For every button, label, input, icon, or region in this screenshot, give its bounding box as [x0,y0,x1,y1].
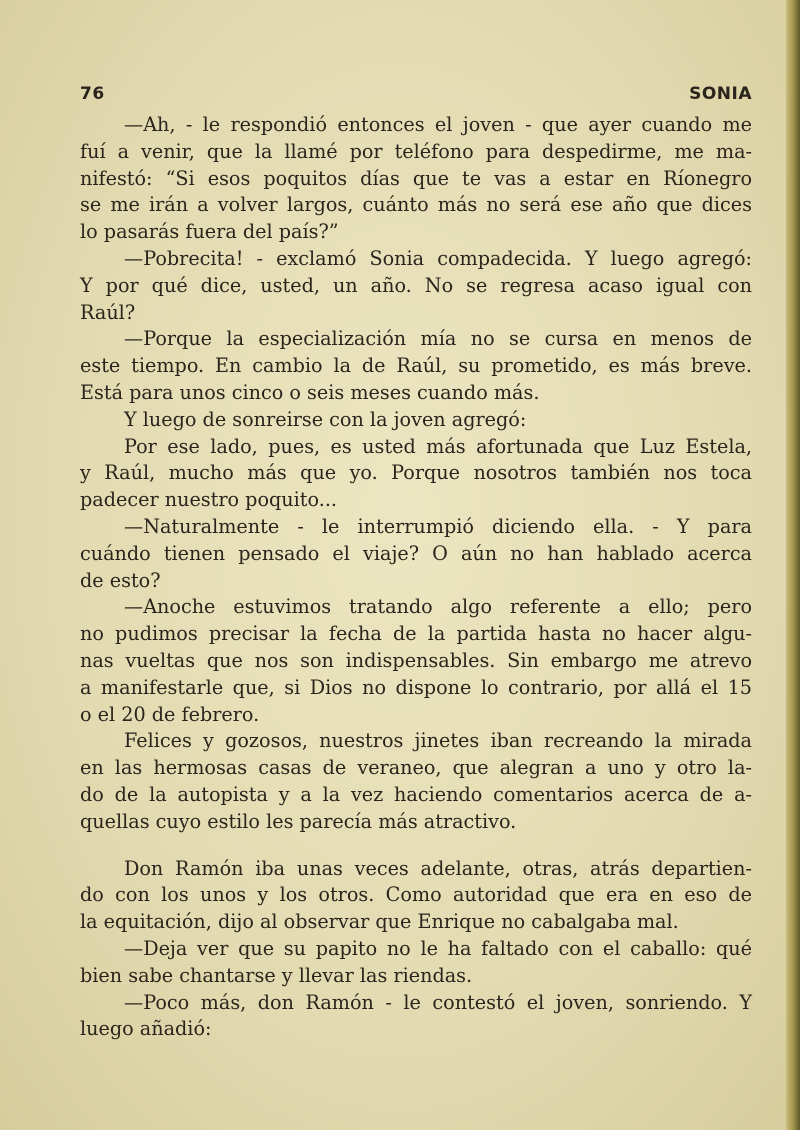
text-line: —Porque la especialización mía no se cursa en menos de [124,327,752,351]
paragraph [80,514,752,594]
paragraph [80,856,752,936]
text-line: —Pobrecita! - exclamó Sonia compadecida. Y luego agregó: [124,246,752,270]
paragraph [80,728,752,835]
text-line: do de la autopista y a la vez haciendo comentarios acerca de a- [80,782,752,806]
text-line: bien sabe chantarse y llevar las riendas. [80,963,473,987]
paragraph-gap [80,836,752,856]
text-line: cuándo tienen pensado el viaje? O aún no han hablado acerca [80,541,752,565]
text-line: nas vueltas que nos son indispensables. Sin embargo me atrevo [80,648,752,672]
text-line: padecer nuestro poquito... [80,488,338,512]
text-line: —Anoche estuvimos tratando algo referente a ello; pero [124,595,752,619]
text-line: fuí a venir, que la llamé por teléfono para despedirme, me ma- [80,139,752,163]
paragraph [80,246,752,326]
text-line: Don Ramón iba unas veces adelante, otras, atrás departien- [124,856,752,880]
text-line: en las hermosas casas de veraneo, que alegran a uno y otro la- [80,756,752,780]
body-text [80,112,752,1043]
text-line: no pudimos precisar la fecha de la partida hasta no hacer algu- [80,622,752,646]
paragraph [80,112,752,246]
paragraph [80,434,752,514]
text-line: —Ah, - le respondió entonces el joven - que ayer cuando me [124,113,752,136]
text-line: Felices y gozosos, nuestros jinetes iban recreando la mirada [124,729,752,753]
text-line: Y por qué dice, usted, un año. No se regresa acaso igual con [80,273,752,297]
text-line: o el 20 de febrero. [80,702,260,726]
running-title: SONIA [689,84,752,104]
text-line: —Poco más, don Ramón - le contestó el joven, sonriendo. Y [124,990,752,1014]
text-line: este tiempo. En cambio la de Raúl, su prometido, es más breve. [80,354,752,378]
text-line: de esto? [80,568,161,592]
text-line: y Raúl, mucho más que yo. Porque nosotros también nos toca [80,461,752,485]
page-header [80,84,752,110]
text-line: Raúl? [80,300,136,324]
text-line: Y luego de sonreirse con la joven agregó: [124,407,527,431]
text-line: Por ese lado, pues, es usted más afortunada que Luz Estela, [124,434,752,458]
text-line: la equitación, dijo al observar que Enrique no cabalgaba mal. [80,910,679,934]
text-line: nifestó: “Si esos poquitos días que te vas a estar en Ríonegro [80,166,752,190]
page-edge-shadow [786,0,800,1130]
paragraph [80,594,752,728]
text-line: Está para unos cinco o seis meses cuando más. [80,380,540,404]
text-line: quellas cuyo estilo les parecía más atractivo. [80,809,517,833]
paragraph [80,326,752,406]
text-line: do con los unos y los otros. Como autoridad que era en eso de [80,883,752,907]
text-line: a manifestarle que, si Dios no dispone lo contrario, por allá el 15 [80,675,752,699]
paragraph [80,936,752,990]
text-line: —Naturalmente - le interrumpió diciendo ella. - Y para [124,514,752,538]
page-number: 76 [80,84,105,104]
paragraph [80,990,752,1044]
text-line: lo pasarás fuera del país?” [80,220,339,244]
text-line: se me irán a volver largos, cuánto más no será ese año que dices [80,193,752,217]
text-line: luego añadió: [80,1017,212,1041]
text-line: —Deja ver que su papito no le ha faltado con el caballo: qué [124,936,752,960]
paragraph [80,407,752,434]
